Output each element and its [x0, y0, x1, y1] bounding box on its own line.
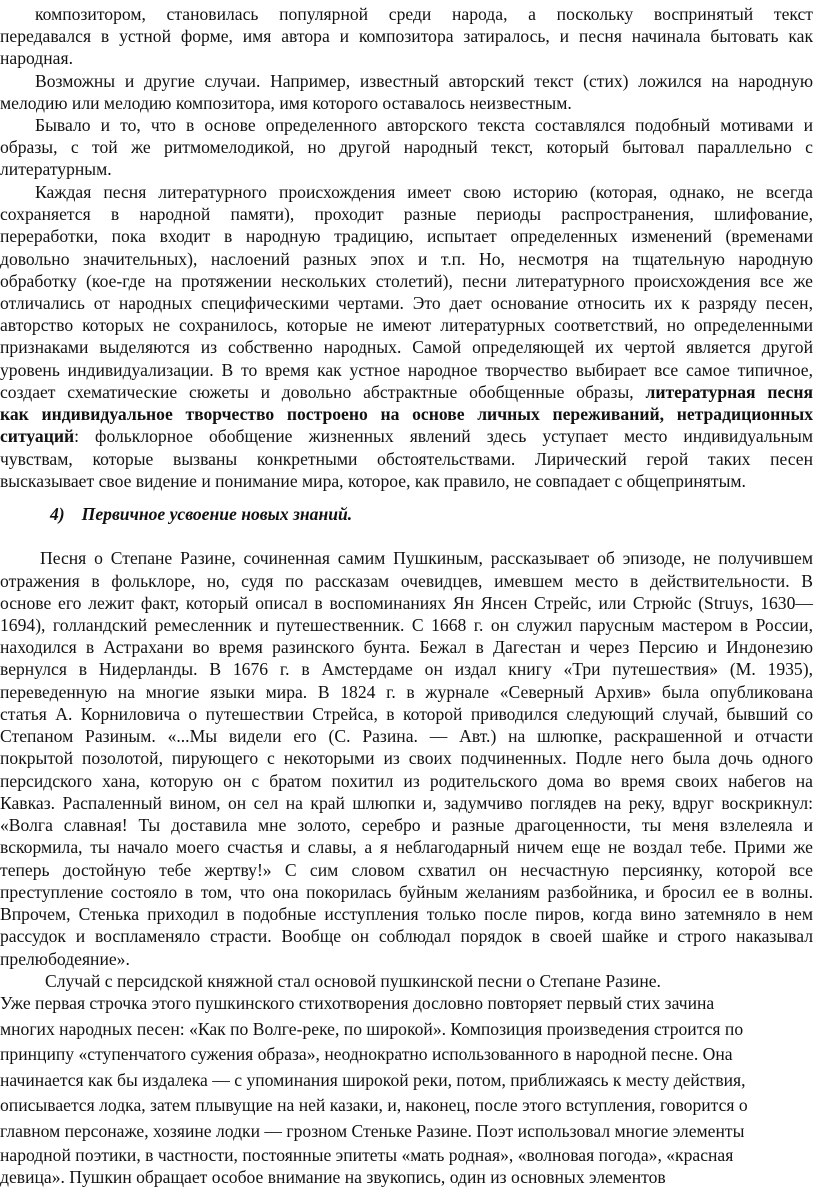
text-line: передавался в устной форме, имя автора и композитора затиралось, и песня начинала бытовать как	[0, 26, 813, 46]
text-bold: ситуаций	[0, 426, 75, 446]
text-line-mixed	[0, 381, 813, 403]
text-line: Бывало и то, что в основе определенного авторского текста составлялся подобный мотивами и	[35, 115, 813, 135]
text-line: чувствам, которые вызваны конкретными обстоятельствами. Лирический герой таких песен	[0, 449, 813, 469]
text-line: вернулся в Нидерланды. В 1676 г. в Амстердаме он издал книгу «Три путешествия» (М. 1935),	[0, 659, 813, 679]
text-line: довольно значительных), наслоений разных эпох и т.п. Но, несмотря на тщательную народную	[0, 249, 813, 269]
text-line: преступление состояло в том, что она покорилась буйным желаниям разбойника, и бросил ее в волны.	[0, 882, 813, 902]
text-line: мелодию или мелодию композитора, имя которого оставалось неизвестным.	[0, 93, 572, 113]
text-line: переведенную на многие языки мира. В 1824 г. в журнале «Северный Архив» была опубликована	[0, 682, 813, 702]
text-line: Каждая песня литературного происхождения имеет свою историю (которая, однако, не всегда	[35, 182, 813, 202]
text-line: принципу «ступенчатого сужения образа», неоднократно использованного в народной песне. Она	[0, 1044, 733, 1064]
text-line: признаками выделяются из собственно народных. Самой определяющей их чертой является другой	[0, 337, 813, 357]
text-line: прелюбодеяние».	[0, 949, 130, 969]
text-line: обработку (кое-где на протяжении нескольких столетий), песни литературного происхождения все же	[0, 271, 813, 291]
text-line: многих народных песен: «Как по Волге-реке, по широкой». Композиция произведения строится по	[0, 1019, 744, 1039]
text-line: высказывает свое видение и понимание мира, которое, как правило, не совпадает с общепринятым.	[0, 471, 746, 491]
text-line: Возможны и другие случаи. Например, известный авторский текст (стих) ложился на народную	[35, 71, 813, 91]
text-line: «Волга славная! Ты доставила мне золото, серебро и разные драгоценности, ты меня взлелеяла и	[0, 815, 813, 835]
text-line-bold	[0, 403, 813, 425]
text-line: 1694), голландский ремесленник и путешественник. С 1668 г. он служил парусным мастером в России,	[0, 615, 813, 635]
text-line: девица». Пушкин обращает особое внимание на звукопись, один из основных элементов	[0, 1167, 666, 1187]
text-line: авторство которых не сохранилось, которые не имеют литературных соответствий, но определенными	[0, 315, 813, 335]
text-line: Уже первая строчка этого пушкинского стихотворения дословно повторяет первый стих зачина	[0, 993, 715, 1013]
text-normal: создает схематические сюжеты и довольно абстрактные обобщенные образы,	[0, 382, 646, 402]
text-line: начинается как бы издалека — с упоминания широкой реки, потом, приближаясь к месту действия,	[0, 1070, 746, 1090]
text-line: народная.	[0, 48, 73, 68]
text-line: рассудок и воспламеняло страсти. Вообще он соблюдал порядок в своей шайке и строго наказывал	[0, 926, 813, 946]
text-line: переработки, пока входит в народную традицию, испытает определенных изменений (временами	[0, 226, 813, 246]
text-line: Впрочем, Стенька приходил в подобные исступления только после пиров, когда вино затемняло в нем	[0, 904, 813, 924]
text-line: теперь достойную тебе жертву!» С сим словом схватил он несчастную персиянку, которой все	[0, 860, 813, 880]
text-line: народной поэтики, в частности, постоянные эпитеты «мать родная», «волновая погода», «красная	[0, 1145, 734, 1165]
text-line: Случай с персидской княжной стал основой пушкинской песни о Степане Разине.	[45, 971, 661, 991]
text-line: основе его лежит факт, который описал в воспоминаниях Ян Янсен Стрейс, или Стрюйс (Struys, 1630—	[0, 593, 813, 613]
text-line: вскормила, ты начало моего счастья и славы, а я неблагодарный ничем еще не воздал тебе. Прими же	[0, 837, 813, 857]
text-line: отличались от народных специфическими чертами. Это дает основание относить их к разряду песен,	[0, 293, 813, 313]
text-line: главном персонаже, хозяине лодки — грозном Стеньке Разине. Поэт использовал многие элементы	[0, 1121, 745, 1141]
text-line: Кавказ. Распаленный вином, он сел на край шлюпки и, задумчиво поглядев на реку, вдруг воскрикнул:	[0, 793, 813, 813]
text-line: отражения в фольклоре, но, судя по рассказам очевидцев, имевшем место в действительности. В	[0, 571, 813, 591]
heading-title: Первичное усвоение новых знаний.	[81, 504, 353, 524]
text-bold: литературная песня	[645, 382, 813, 402]
text-bold: как индивидуальное творчество построено на основе личных переживаний, нетрадиционных	[0, 404, 813, 424]
text-line: уровень индивидуализации. В то время как устное народное творчество выбирает все самое типичное,	[0, 360, 813, 380]
text-line: статья А. Корниловича о путешествии Стрейса, в которой приводился следующий случай, бывший со	[0, 704, 813, 724]
text-line: описывается лодка, затем плывущие на ней казаки, и, наконец, после этого вступления, говорится о	[0, 1095, 748, 1115]
text-normal: : фольклорное обобщение жизненных явлений здесь уступает место индивидуальным	[74, 426, 813, 446]
text-line: образы, с той же ритмомелодикой, но другой народный текст, который бытовал параллельно с	[0, 137, 813, 157]
text-line: покрытой позолотой, пирующего с некоторыми из своих подчиненных. Подле него была дочь одного	[0, 748, 813, 768]
text-line: Песня о Степане Разине, сочиненная самим Пушкиным, рассказывает об эпизоде, не получившем	[40, 548, 813, 568]
text-line: литературным.	[0, 159, 112, 179]
heading-number: 4)	[50, 504, 65, 524]
text-line-mixed	[0, 425, 813, 447]
text-line: сохраняется в народной памяти), проходит разные периоды распространения, шлифование,	[0, 204, 813, 224]
text-line: находился в Астрахани во время разинского бунта. Бежал в Дагестан и через Персию и Индонезию	[0, 637, 813, 657]
text-line: Степаном Разиным. «...Мы видели его (С. Разина. — Авт.) на шлюпке, раскрашенной и отчасти	[0, 726, 813, 746]
section-heading	[50, 503, 352, 525]
text-line: композитором, становилась популярной среди народа, а поскольку воспринятый текст	[35, 4, 813, 24]
text-line: персидского хана, которую он с братом похитил из родительского дома во время своих набегов на	[0, 771, 813, 791]
